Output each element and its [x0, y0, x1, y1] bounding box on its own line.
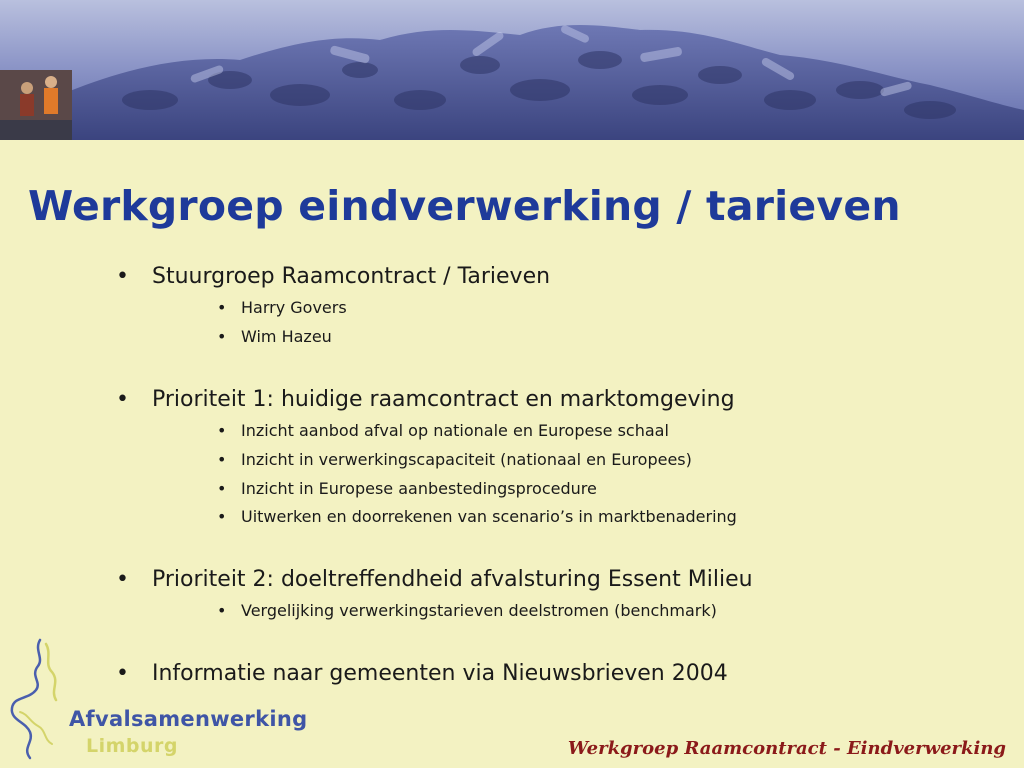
- sub-bullet-aanbod: • Inzicht aanbod afval op nationale en Europese schaal: [241, 421, 669, 441]
- header-banner-image: [0, 0, 1024, 140]
- bullet-prioriteit-2: • Prioriteit 2: doeltreffendheid afvalsturing Essent Milieu: [152, 567, 753, 593]
- sub-bullet-benchmark: • Vergelijking verwerkingstarieven deelstromen (benchmark): [241, 601, 717, 621]
- sub-bullet-harry-govers: • Harry Govers: [241, 298, 347, 318]
- footer-text: Werkgroep Raamcontract - Eindverwerking: [567, 738, 1006, 759]
- sub-bullet-capaciteit: • Inzicht in verwerkingscapaciteit (nationaal en Europees): [241, 450, 692, 470]
- workers-photo: [0, 70, 72, 140]
- sub-bullet-wim-hazeu: • Wim Hazeu: [241, 327, 332, 347]
- bullet-informatie: • Informatie naar gemeenten via Nieuwsbrieven 2004: [152, 661, 728, 687]
- sub-bullet-scenarios: • Uitwerken en doorrekenen van scenario’s in marktbenadering: [241, 507, 737, 527]
- slide-title: Werkgroep eindverwerking / tarieven: [28, 182, 901, 230]
- sub-bullet-aanbesteding: • Inzicht in Europese aanbestedingsprocedure: [241, 479, 597, 499]
- glass-bottles-photo: [0, 0, 1024, 140]
- logo-name: Afvalsamenwerking: [69, 707, 308, 731]
- bullet-prioriteit-1: • Prioriteit 1: huidige raamcontract en marktomgeving: [152, 387, 735, 413]
- bullet-stuurgroep: • Stuurgroep Raamcontract / Tarieven: [152, 264, 550, 290]
- logo-subtitle: Limburg: [86, 735, 179, 757]
